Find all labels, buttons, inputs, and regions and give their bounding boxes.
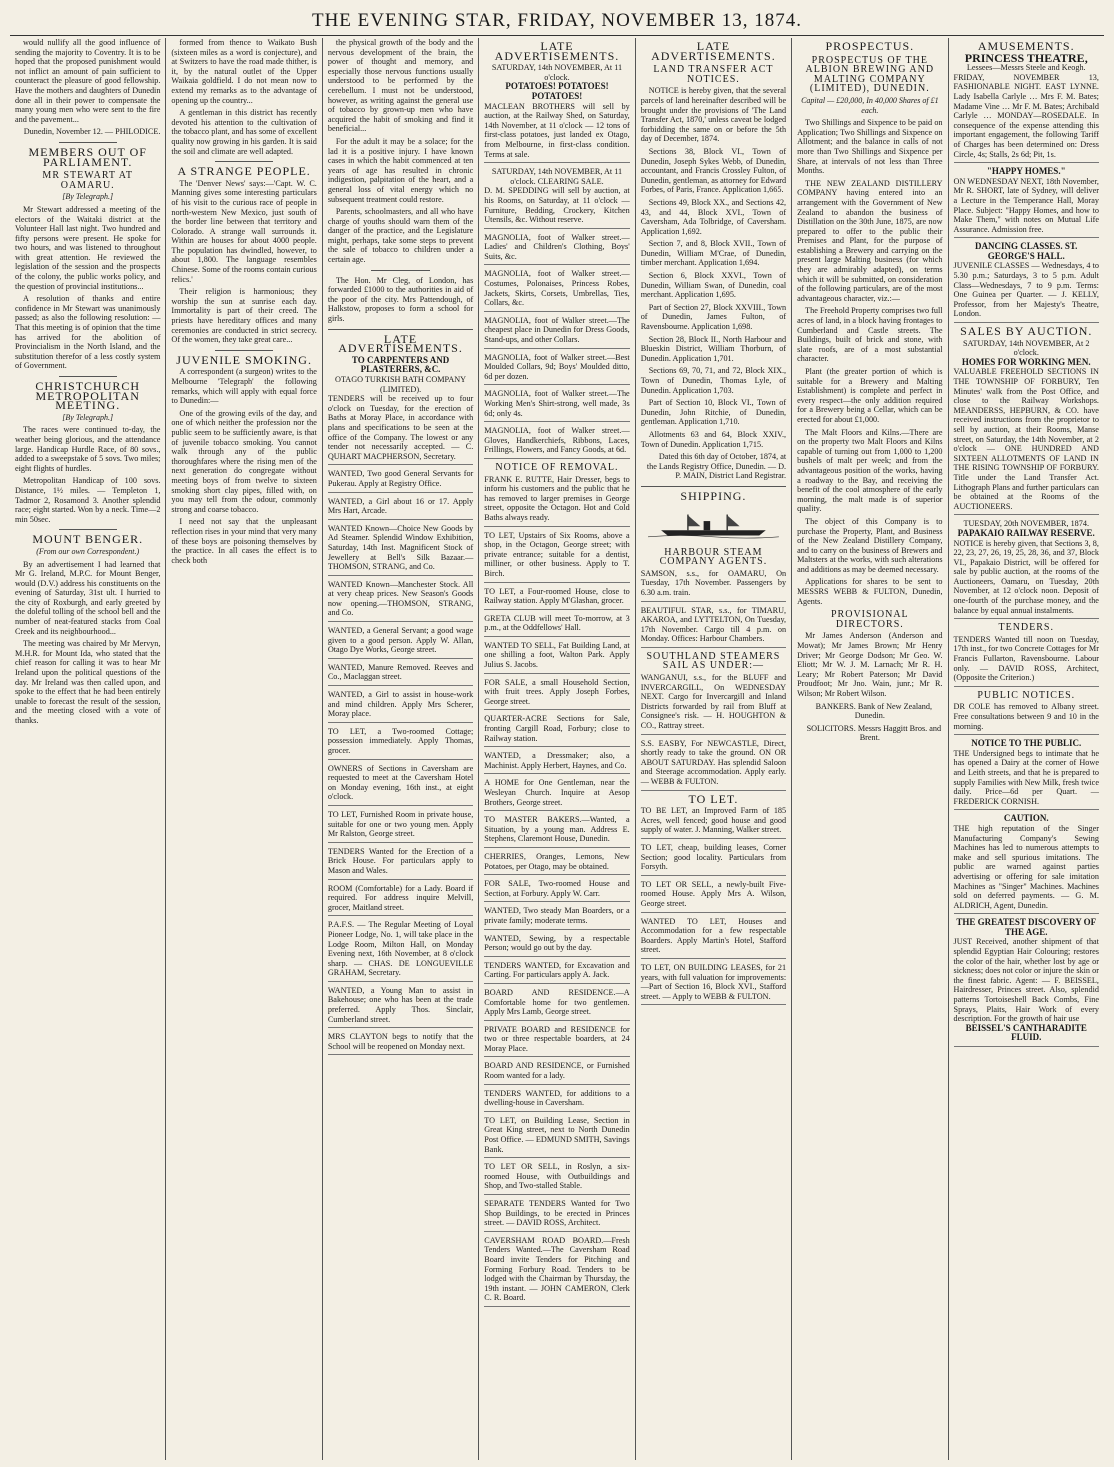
article-text: For the adult it may be a solace; for the lad it is a positive injury. I have known cases in which the habit commenced at ten years of age has resulted in chronic indigestion, palpitation of the heart, and a general loss of vital energy which no subsequent treatment could restore. xyxy=(327,136,474,204)
notice-text: Section 28, Block II., North Harbour and Blueskin District, William Thorburn, of Dunedin. Application 1,701. xyxy=(640,334,787,363)
article-text: By an advertisement I had learned that Mr G. Ireland, M.P.C. for Mount Benger, would (D.V.) address his constituents on the evening of Saturday, 31st ult. I hurried to the city of Roxburgh, and early greeted by the doleful tolling of the school bell and the number of neat-featured stacks from Coal Creek and its neighbourhood... xyxy=(15,559,161,636)
divider xyxy=(215,161,273,162)
advertisement: CAVERSHAM ROAD BOARD.—Fresh Tenders Wanted.—The Caversham Road Board invite Tenders for Pitching and Forming Forbury Road. Tenders to be lodged with the Chairman by Thursday, the 19th instant. — JOHN CAMERON, Clerk C. R. Board. xyxy=(484,1236,629,1307)
advertisement: MAGNOLIA, foot of Walker street.—The cheapest place in Dunedin for Dress Goods, Stand-ups, and other Collars. xyxy=(484,316,629,349)
dateline: [By Telegraph.] xyxy=(62,192,114,202)
divider xyxy=(59,142,117,143)
advertisement: TO LET, a Two-roomed Cottage; possession immediately. Apply Thomas, grocer. xyxy=(328,727,473,760)
solicitors-line: SOLICITORS. Messrs Haggitt Bros. and Brent. xyxy=(806,723,942,743)
notice-text: Sections 38, Block VI., Town of Dunedin, Joseph Sykes Webb, of Dunedin, accountant, and Francis Crossley Fulton, of Dunedin, gentleman, as attorney for Edward Forbes, of Paris, France. Application 1,665. xyxy=(640,146,787,195)
advertisement xyxy=(484,167,629,229)
advertisement xyxy=(953,50,1099,164)
notice-text: Allotments 63 and 64, Block XXIV., Town of Dunedin. Application 1,715. xyxy=(640,429,787,449)
column-7 xyxy=(949,38,1104,1460)
headline: A STRANGE PEOPLE. xyxy=(177,164,311,179)
ad-title: SOUTHLAND STEAMERS SAIL AS UNDER:— xyxy=(646,650,781,672)
headline: MOUNT BENGER. xyxy=(32,532,144,547)
column-2 xyxy=(166,38,322,1460)
signature: Dunedin, November 12. — PHILODICE. xyxy=(23,127,161,137)
advertisement: TO LET OR SELL, a newly-built Five-roomed House. Apply Mrs A. Wilson, George street. xyxy=(641,880,786,913)
ad-title: HARBOUR STEAM COMPANY AGENTS. xyxy=(659,546,768,568)
section-heading: LATE ADVERTISEMENTS. xyxy=(494,39,620,63)
advertisement: DR COLE has removed to Albany street. Free consultations between 9 and 10 in the morning. xyxy=(954,702,1099,735)
masthead-rule xyxy=(10,35,1104,36)
headline: CHRISTCHURCH METROPOLITAN MEETING. xyxy=(35,379,141,413)
advertisement: MRS CLAYTON begs to notify that the School will be reopened on Monday next. xyxy=(328,1032,473,1055)
section-heading: LATE ADVERTISEMENTS. xyxy=(651,39,776,63)
ad-text: TENDERS will be received up to four o'clock on Tuesday, for the erection of Baths at Moray Place, in accordance with plans and specifications to be seen at the office of the Company. The lowest or any tender not necessarily accepted. — C. QUHART MACPHERSON, Secretary. xyxy=(327,394,474,461)
ad-text: FRIDAY, NOVEMBER 13, FASHIONABLE NIGHT. EAST LYNNE. Lady Isabella Carlyle … Mrs F. M. Bates; Madame Vine … Mr F. M. Bates; Archibald Carlyle … MONDAY—ROSEDALE. In consequence of the expense attending this important engagement, the following Tariff of Charges has been determined on: Dress Circle, 4s; Stalls, 2s 6d; Pit, 1s. xyxy=(953,72,1099,159)
advertisement xyxy=(954,339,1099,516)
notice-text: Part of Section 10, Block VI., Town of Dunedin, John Ritchie, of Dunedin, gentleman. Application 1,710. xyxy=(640,398,787,427)
advertisement: WANTED Known—Manchester Stock. All at very cheap prices. New Season's Goods now opening.—THOMSON, STRANG, and Co. xyxy=(328,580,473,622)
advertisement: SEPARATE TENDERS Wanted for Two Shop Buildings, to be erected in Princes street. — DAVID ROSS, Architect. xyxy=(484,1199,629,1232)
divider xyxy=(371,270,429,271)
article-text: the physical growth of the body and the nervous development of the brain, the power of thought and memory, and especially those nervous functions usually understood to be performed by the cerebellum. I must not be understood, however, as writing against the general use of tobacco by grown-up men who have acquired the habit of smoking and find it beneficial... xyxy=(327,38,474,134)
advertisement: WANTED, Sewing, by a respectable Person; would go out by the day. xyxy=(484,934,629,957)
advertisement xyxy=(328,356,473,466)
subheadline: MR STEWART AT OAMARU. xyxy=(42,170,133,191)
notice-text: NOTICE is hereby given, that the several parcels of land hereinafter described will be brought under the provisions of 'The Land Transfer Act, 1870,' unless caveat be lodged forbidding the same on or before the 5th day of December, 1874. xyxy=(640,86,787,144)
advertisement: MAGNOLIA, foot of Walker street.—Ladies' and Children's Clothing, Boys' Suits, &c. xyxy=(484,233,629,266)
prospectus-text: THE NEW ZEALAND DISTILLERY COMPANY having entered into an arrangement with the Government of New Zealand to abandon the business of Distillation on the 30th June, 1875, are now prepared to offer to the public their Premises and Plant, for the purpose of establishing a Brewery and carrying on the present large Malting business (for which they are admirably adapted), on terms which it will be submitted, on consideration of the following particulars, are of the most advantageous character, viz.:— xyxy=(797,178,943,303)
advertisement: OWNERS of Sections in Caversham are requested to meet at the Caversham Hotel on Monday evening, 16th inst., at eight o'clock. xyxy=(328,764,473,806)
advertisement: TO MASTER BAKERS.—Wanted, a Situation, by a young man. Address E. Stephens, Claremont House, Dunedin. xyxy=(484,815,629,848)
advertisement: TO LET, a Four-roomed House, close to Railway station. Apply M'Glashan, grocer. xyxy=(484,587,629,610)
section-heading: PUBLIC NOTICES. xyxy=(977,689,1076,701)
prospectus-text: Two Shillings and Sixpence to be paid on Application; Two Shillings and Sixpence on Allotment; and the balance in calls of not more than Two Shillings and Sixpence per Share, at intervals of not less than Three Months. xyxy=(797,118,943,176)
advertisement: TENDERS Wanted till noon on Tuesday, 17th inst., for two Concrete Cottages for Mr Francis Fullarton, Ravensbourne. Labour only. — DAVID ROSS, Architect, (Opposite the Criterion.) xyxy=(954,635,1099,687)
prospectus-text: The object of this Company is to purchase the Property, Plant, and Business of the New Zealand Distillery Company, and to carry on the business of Brewers and Maltsters at the works, with such alterations and additions as may be deemed necessary. xyxy=(797,516,943,574)
advertisement: S.S. EASBY, For NEWCASTLE, Direct, shortly ready to take the ground. ON OR ABOUT SATURDAY. Has splendid Saloon and Steerage accommodation. Apply early. — WEBB & FULTON. xyxy=(641,739,786,791)
advertisement: MAGNOLIA, foot of Walker street.—The Working Men's Shirt-strong, well made, 3s 6d; only 4s. xyxy=(484,389,629,422)
advertisement xyxy=(954,519,1099,619)
headline: JUVENILE SMOKING. xyxy=(176,352,312,367)
advertisement: GRETA CLUB will meet To-morrow, at 3 p.m., at the Oddfellows' Hall. xyxy=(484,614,629,637)
advertisement: ROOM (Comfortable) for a Lady. Board if required. For address inquire Melvill, grocer, Maitland street. xyxy=(328,884,473,917)
divider xyxy=(59,376,117,377)
advertisement: QUARTER-ACRE Sections for Sale, fronting Cargill Road, Forbury; close to Railway station. xyxy=(484,714,629,747)
article-text: Their religion is harmonious; they worship the sun at sunrise each day. Immortality is part of their creed. The priests have hereditary offices and many ceremonies are conducted in strict secrecy. Of the women, they take great care... xyxy=(171,287,317,345)
notice-text: Dated this 6th day of October, 1874, at the Lands Registry Office, Dunedin. — D. P. MAIN, District Land Registrar. xyxy=(646,452,787,481)
ad-subtitle: Lessees—Messrs Steele and Keogh. xyxy=(966,63,1086,73)
advertisement: CHERRIES, Oranges, Lemons, New Potatoes, per Otago, may be obtained. xyxy=(484,852,629,875)
masthead-title: THE EVENING STAR, FRIDAY, NOVEMBER 13, 1874. xyxy=(311,10,803,31)
ad-date: SATURDAY, 14th NOVEMBER, At 11 o'clock. xyxy=(491,63,623,82)
notice-text: Section 6, Block XXVI., Town of Dunedin, William Swan, of Dunedin, coal merchant. Application 1,695. xyxy=(640,271,787,300)
directors-heading: PROVISIONAL DIRECTORS. xyxy=(830,609,909,630)
article-text: formed from thence to Waikato Bush (sixteen miles as a word is conjecture), and at Switzers to have the road made thither, is it, by the natural outlet of the Upper Waikaia goldfield. I do not mean now to extend my remarks as to the advantage of opening up the country... xyxy=(171,38,317,105)
ad-text: NOTICE is hereby given, that Sections 3, 8, 22, 23, 27, 26, 19, 25, 28, 36, and 37, Block VI., Papakaio District, will be offered for sale by public auction, at the rooms of the Auctioneers, Oamaru, on Tuesday, 20th November, at 12 o'clock noon. Deposit of one-fourth of the purchase money, and the balance by equal annual instalments. xyxy=(953,538,1099,615)
ad-text: ON WEDNESDAY NEXT, 18th November, Mr R. SHORT, late of Sydney, will deliver a Lecture in the Temperance Hall, Moray Place. Subject: "Happy Homes, and how to Make Them," with notes on Mutual Life Assurance. Admission free. xyxy=(953,176,1099,234)
prospectus-text: Applications for shares to be sent to MESSRS WEBB & FULTON, Dunedin, Agents. xyxy=(797,577,943,606)
news-note: The Hon. Mr Cleg, of London, has forwarded £1000 to the authorities in aid of the poor of the city. Mrs Pattendough, of Halkstow, proposes to form a school for girls. xyxy=(327,275,474,324)
headline: MEMBERS OUT OF PARLIAMENT. xyxy=(28,144,147,169)
directors-list: Mr James Anderson (Anderson and Mowat); Mr James Brown; Mr Henry Driver; Mr George Dodson; Mr Geo. W. Eliott; Mr W. J. M. Larnach; Mr R. H. Leary; Mr Robert Paterson; Mr David Proudfoot; Mr Jno. Wain, junr.; Mr R. Wilson; Mr Robert Wilson. xyxy=(797,631,943,698)
ad-title: POTATOES! POTATOES! POTATOES! xyxy=(505,81,609,101)
advertisement: WANTED, Manure Removed. Reeves and Co., Maclaggan street. xyxy=(328,663,473,686)
advertisement: TENDERS Wanted for the Erection of a Brick House. For particulars apply to Mason and Wales. xyxy=(328,847,473,880)
ad-title: TO CARPENTERS AND PLASTERERS, &C. xyxy=(351,354,450,375)
advertisement: P.A.F.S. — The Regular Meeting of Loyal Pioneer Lodge, No. 1, will take place in the Lodge Room, Milton Hall, on Monday Evening next, 16th November, at 8 o'clock sharp. — CHAS. DE LONGUEVILLE GRAHAM, Secretary. xyxy=(328,920,473,982)
article-text: The 'Denver News' says:—'Capt. W. C. Manning gives some interesting particulars of his visit to the curious race of people in north-western New Mexico, just south of the border line between that territory and Colorado. A strange wall surrounds it. Within are houses for about 4000 people. The population has dwindled, however, to about 1,800. The language resembles Chinese. Some of the rooms contain curious relics.' xyxy=(171,178,317,284)
advertisement: TO LET OR SELL, in Roslyn, a six-roomed House, with Outbuildings and Shop, and Two-stalled Stable. xyxy=(484,1162,629,1195)
column-4 xyxy=(479,38,635,1460)
article-text: A resolution of thanks and entire confidence in Mr Stewart was unanimously passed; as also the following resolution: — That this meeting is of opinion that the time has arrived for the abolition of Provincialism in the North Island, and the substitution therefor of a less costly system of Government. xyxy=(15,294,161,371)
advertisement: WANTED TO SELL, Fat Building Land, at one shilling a foot, Walton Park. Apply Julius S. Jacobs. xyxy=(484,641,629,674)
ad-title: DANCING CLASSES. ST. GEORGE'S HALL. xyxy=(975,241,1078,261)
divider xyxy=(215,350,273,351)
ad-date: SATURDAY, 14th NOVEMBER, At 2 o'clock. xyxy=(963,338,1090,358)
advertisement xyxy=(954,814,1099,914)
ad-text: JUST Received, another shipment of that splendid Egyptian Hair Colouring; restores the color of the hair, whether lost by age or sickness; does not color or injure the skin or the finest fabric. Agent: — F. BEISSEL, Hairdresser, Princes street. Also, splendid patterns Tortoiseshell Back Combs, Fine Sprays, Plaits, Hair Work of every description. For the growth of hair use xyxy=(953,937,1099,1024)
steamship-illustration xyxy=(648,506,779,544)
advertisement: BEAUTIFUL STAR, s.s., for TIMARU, AKAROA, and LYTTELTON, On Tuesday, 17th November. Cargo till 4 p.m. on Monday. Offices: Harbour Chambers. xyxy=(641,606,786,648)
advertisement: WANGANUI, s.s., for the BLUFF and INVERCARGILL, On WEDNESDAY NEXT. Cargo for Invercargill and Inland Districts forwarded by rail from Bluff at Consignee's risk. — H. HOUGHTON & CO., Rattray street. xyxy=(641,673,786,735)
prospectus-text: The Freehold Property comprises two full acres of land, in a block having frontages to Cumberland and Castle streets. The Buildings, built of brick and stone, with slate roofs, are of a most substantial character. xyxy=(797,306,943,364)
advertisement: WANTED, a Girl to assist in house-work and mind children. Apply Mrs Scherer, Moray place. xyxy=(328,690,473,723)
article-text: Metropolitan Handicap of 100 sovs. Distance, 1½ miles. — Templeton 1, Tadmor 2, Rosamond 3. Another splendid race; eight started. Won by a neck. Time—2 min 50sec. xyxy=(15,476,161,524)
article-text: Parents, schoolmasters, and all who have charge of youths should warn them of the danger of the practice, and the Legislature might, perhaps, take some steps to prevent the sale of tobacco to children under a certain age. xyxy=(327,207,474,265)
ad-title: NOTICE OF REMOVAL. xyxy=(495,461,619,473)
advertisement: BOARD AND RESIDENCE, or Furnished Room wanted for a lady. xyxy=(484,1061,629,1084)
section-heading: AMUSEMENTS. xyxy=(977,39,1075,53)
capital-line: Capital — £20,000, In 40,000 Shares of £1 each. xyxy=(801,95,939,115)
ship-icon xyxy=(648,506,779,544)
ad-title: THE GREATEST DISCOVERY OF THE AGE. xyxy=(956,917,1097,937)
advertisement: WANTED, a Girl about 16 or 17. Apply Mrs Hart, Arcade. xyxy=(328,497,473,520)
ad-title: NOTICE TO THE PUBLIC. xyxy=(971,738,1082,749)
ad-text: VALUABLE FREEHOLD SECTIONS IN THE TOWNSHIP OF FORBURY, Ten Minutes' walk from the Post Office, and close to the Railway Workshops. MEANDERSS, HEPBURN, & CO. have received instructions from the proprietor to sell by auction, at their Rooms, Manse street, on Saturday, the 14th November, at 2 o'clock — ONE HUNDRED AND SIXTEEN ALLOTMENTS OF LAND IN THE RISING TOWNSHIP OF FORBURY. Title under the Land Transfer Act. Lithograph Plans and further particulars can be obtained at the Rooms of the AUCTIONEERS. xyxy=(953,367,1099,511)
advertisement: TO LET, on Building Lease, Section in Great King street, next to North Dunedin Post Office. — EDMUND SMITH, Savings Bank. xyxy=(484,1116,629,1158)
divider xyxy=(641,486,786,487)
advertisement: WANTED, Two steady Man Boarders, or a private family; moderate terms. xyxy=(484,906,629,929)
advertisement xyxy=(484,63,629,163)
prospectus-text: Plant (the greater portion of which is suitable for a Brewery and Malting Establishment) is complete and perfect in every respect—the only addition required for a Brewery being a Cellar, which can be erected for about £1,000. xyxy=(797,367,943,424)
ad-title: "HAPPY HOMES." xyxy=(986,166,1066,177)
column-1 xyxy=(10,38,166,1460)
article-text: would nullify all the good influence of sending the majority to Coventry. It is to be hoped that the proposed punishment would not inflict an amount of pain sufficient to counteract the pleasure of good fellowship. Have the mothers and daughters of Dunedin done all in their power to compensate the many young men who were sent to the fire and the pavement... xyxy=(15,38,161,124)
advertisement: SAMSON, s.s., for OAMARU, On Tuesday, 17th November. Passengers by 6.30 a.m. train. xyxy=(641,569,786,602)
section-heading: SHIPPING. xyxy=(680,488,747,503)
advertisement: WANTED, a Young Man to assist in Bakehouse; one who has been at the trade preferred. Apply Thos. Sinclair, Cumberland street. xyxy=(328,986,473,1028)
advertisement: FOR SALE, a small Household Section, with fruit trees. Apply Joseph Forbes, George street. xyxy=(484,678,629,711)
ad-subtitle: OTAGO TURKISH BATH COMPANY (LIMITED). xyxy=(335,375,467,394)
ad-product-name: BEISSEL'S CANTHARADITE FLUID. xyxy=(965,1022,1087,1043)
advertisement: TO LET, Furnished Room in private house, suitable for one or two young men. Apply Mr Ralston, George street. xyxy=(328,810,473,843)
advertisement: WANTED TO LET, Houses and Accommodation for a few respectable Boarders. Apply Martin's Hotel, Stafford street. xyxy=(641,917,786,959)
article-text: I need not say that the unpleasant reflection rises in your mind that very many of these boys are poisoning themselves by the practice. In all cases the effect is to check both xyxy=(171,517,317,565)
ad-title: LAND TRANSFER ACT NOTICES. xyxy=(653,64,774,85)
notice-text: Part of Section 27, Block XXVIII., Town of Dunedin, James Fulton, of Ravensbourne. Application 1,698. xyxy=(640,302,787,332)
advertisement: TO LET, ON BUILDING LEASES, for 21 years, with full valuation for improvements:—Part of Section 16, Block XVI., Stafford street. — Apply to WEBB & FULTON. xyxy=(641,963,786,1005)
ad-title: PAPAKAIO RAILWAY RESERVE. xyxy=(957,527,1095,538)
advertisement: PRIVATE BOARD and RESIDENCE for two or three respectable boarders, at 24 Moray Place. xyxy=(484,1025,629,1058)
advertisement: WANTED, a General Servant; a good wage given to a good person. Apply W. Allan, Otago Dye Works, George street. xyxy=(328,626,473,659)
advertisement xyxy=(954,739,1099,810)
dateline: [By Telegraph.] xyxy=(62,412,114,422)
article-text: Mr Stewart addressed a meeting of the electors of the Waitaki district at the Volunteer Hall last night. Two hundred and fifty persons were present. He spoke for two hours, and was listened to throughout with great attention. He reviewed the legislation of the session and the prospects of the colony, the public works policy, and the question of provincial institutions... xyxy=(15,204,161,291)
notice-text: Section 7, and 8, Block XVII., Town of Dunedin, William M'Crae, of Dunedin, timber merchant. Application 1,694. xyxy=(640,239,787,268)
section-heading: TO LET. xyxy=(688,791,739,806)
advertisement: MAGNOLIA, foot of Walker street.—Costumes, Polonaises, Princess Robes, Jackets, Skirts, Corsets, Umbrellas, Ties, Collars, &c. xyxy=(484,269,629,311)
notice-text: Sections 69, 70, 71, and 72, Block XIX., Town of Dunedin, Thomas Lyle, of Dunedin. Application 1,703. xyxy=(640,366,787,395)
prospectus-title: PROSPECTUS OF THE ALBION BREWING AND MALTING COMPANY (LIMITED), DUNEDIN. xyxy=(805,54,935,95)
article-text: One of the growing evils of the day, and one of which neither the profession nor the public seem to be sufficiently aware, is that of juvenile tobacco smoking. You cannot walk through any of the public thoroughfares where the rising men of the next generation do congregate without meeting boys of from twelve to sixteen smoking short clay pipes, filled with, on you may tell from the odour, commonly strong and coarse tobacco. xyxy=(171,408,317,514)
advertisement: WANTED, Two good General Servants for Pukerau. Apply at Registry Office. xyxy=(328,469,473,492)
advertisement: MAGNOLIA, foot of Walker street.—Best Moulded Collars, 9d; Boys' Moulded ditto, 6d per dozen. xyxy=(484,353,629,386)
column-6 xyxy=(792,38,948,1460)
section-heading: PROSPECTUS. xyxy=(825,39,915,53)
ad-date: TUESDAY, 20th NOVEMBER, 1874. xyxy=(963,519,1090,529)
bankers-line: BANKERS. Bank of New Zealand, Dunedin. xyxy=(815,701,933,721)
column-3 xyxy=(323,38,479,1460)
ad-text: THE high reputation of the Singer Manufacturing Company's Sewing Machines has led to numerous attempts to make and sell spurious imitations. The public are warned against parties advertising or offering for sale imitation Machines as "Singer" Machines. Machines sold on deferred payments. — G. M. ALDRICH, Agent, Dunedin. xyxy=(953,823,1099,910)
article-text: The races were continued to-day, the weather being glorious, and the attendance large. Handicap Hurdle Race, of 80 sovs., added to a sweepstake of 5 sovs. Two miles; eight flights of hurdles. xyxy=(15,425,161,473)
advertisement xyxy=(954,242,1099,323)
divider xyxy=(59,529,117,530)
advertisement: BOARD AND RESIDENCE.—A Comfortable home for two gentlemen. Apply Mrs Lamb, George street. xyxy=(484,988,629,1021)
advertisement: TO LET, cheap, building leases, Corner Section; good locality. Particulars from Forsyth. xyxy=(641,843,786,876)
advertisement xyxy=(954,918,1099,1047)
advertisement xyxy=(954,167,1099,238)
advertisement: TENDERS WANTED, for additions to a dwelling-house in Caversham. xyxy=(484,1089,629,1112)
advertisement: A HOME for One Gentleman, near the Wesleyan Church. Inquire at Aesop Brothers, George street. xyxy=(484,778,629,811)
columns xyxy=(10,38,1104,1460)
article-text: A correspondent (a surgeon) writes to the Melbourne 'Telegraph' the following remarks, which will apply with equal force to Dunedin:— xyxy=(171,367,317,406)
ad-text: D. M. SPEDDING will sell by auction, at his Rooms, on Saturday, at 11 o'clock — Furniture, Bedding, Crockery, Kitchen Utensils, &c. Without reserve. xyxy=(484,186,630,225)
advertisement: TENDERS WANTED, for Excavation and Carting. For particulars apply A. Jack. xyxy=(484,961,629,984)
column-5 xyxy=(636,38,792,1460)
ad-title: PRINCESS THEATRE, xyxy=(964,50,1088,65)
advertisement: FRANK E. RUTTE, Hair Dresser, begs to inform his customers and the public that he has removed to larger premises in George street, opposite the Octagon. Hot and Cold Baths always ready. xyxy=(484,475,629,527)
dateline: (From our own Correspondent.) xyxy=(36,546,140,556)
ad-text: JUVENILE CLASSES — Wednesdays, 4 to 5.30 p.m.; Saturdays, 3 to 5 p.m. Adult Class—Wednesdays, 7 to 9 p.m. Terms: One Guinea per Quarter. — J. KELLY, Professor, from her Majesty's Theatre, London. xyxy=(953,261,1099,319)
ad-date: SATURDAY, 14th NOVEMBER, At 11 o'clock. CLEARING SALE. xyxy=(491,167,623,186)
section-heading: LATE ADVERTISEMENTS. xyxy=(338,331,463,356)
advertisement: TO LET, Upstairs of Six Rooms, above a shop, in the Octagon, George street; with private entrance; suitable for a dentist, milliner, or other business. Apply to T. Birch. xyxy=(484,531,629,583)
advertisement: WANTED Known—Choice New Goods by Ad Steamer. Splendid Window Exhibition, Saturday, 14th Inst. Magnificent Stock of Jewellery at Bell's Silk Bazaar.—THOMSON, STRANG, and Co. xyxy=(328,524,473,576)
article-text: The meeting was chaired by Mr Mervyn, M.H.R. for Mount Ida, who stated that the chief reason for calling it was to hear Mr Ireland upon the political questions of the day. Mr Ireland was then called upon, and spoke to the effect that he had been entirely unable to forecast the result of the session, and the meeting closed with a vote of thanks. xyxy=(15,639,161,725)
section-heading: SALES BY AUCTION. xyxy=(960,324,1093,339)
ad-title: HOMES FOR WORKING MEN. xyxy=(961,356,1091,367)
section-heading: TENDERS. xyxy=(998,622,1054,634)
advertisement: FOR SALE, Two-roomed House and Section, at Forbury. Apply W. Carr. xyxy=(484,879,629,902)
prospectus-text: The Malt Floors and Kilns.—There are on the property two Malt Floors and Kilns capable of turning out from 1,000 to 1,200 bushels of malt per week; and from the advantageous position of the works, having a roadway to the Bay, and receiving the benefit of the cool atmosphere of the early morning, the malt made is of superior quality. xyxy=(797,427,943,514)
advertisement: WANTED, a Dressmaker; also, a Machinist. Apply Herbert, Haynes, and Co. xyxy=(484,751,629,774)
divider xyxy=(328,329,473,330)
ad-text: MACLEAN BROTHERS will sell by auction, at the Railway Shed, on Saturday, 14th November, at 11 o'clock — 12 tons of first-class potatoes, just landed ex Otago, from Melbourne, in first-class condition. Terms at sale. xyxy=(484,101,630,159)
advertisement: MAGNOLIA, foot of Walker street.—Gloves, Handkerchiefs, Ribbons, Laces, Frillings, Flowers, and Fancy Goods, at 6d. xyxy=(484,426,629,459)
ad-text: THE Undersigned begs to intimate that he has opened a Dairy at the corner of Howe and Leith streets, and that he is prepared to supply Families with New Milk, fresh twice daily. Price—6d per Quart. — FREDERICK CORNISH. xyxy=(953,748,1099,806)
advertisement: TO BE LET, an Improved Farm of 185 Acres, well fenced; good house and good supply of water. J. Manning, Walker street. xyxy=(641,806,786,839)
notice-text: Sections 49, Block XX., and Sections 42, 43, and 44, Block XVI., Town of Caversham, Ada Tolbridge, of Caversham. Application 1,692. xyxy=(640,197,787,236)
ad-title: CAUTION. xyxy=(1003,813,1049,824)
article-text: A gentleman in this district has recently devoted his attention to the cultivation of the tobacco plant, and has some of excellent quality now growing in his garden. It is said the soil and climate are well adapted. xyxy=(171,108,317,156)
